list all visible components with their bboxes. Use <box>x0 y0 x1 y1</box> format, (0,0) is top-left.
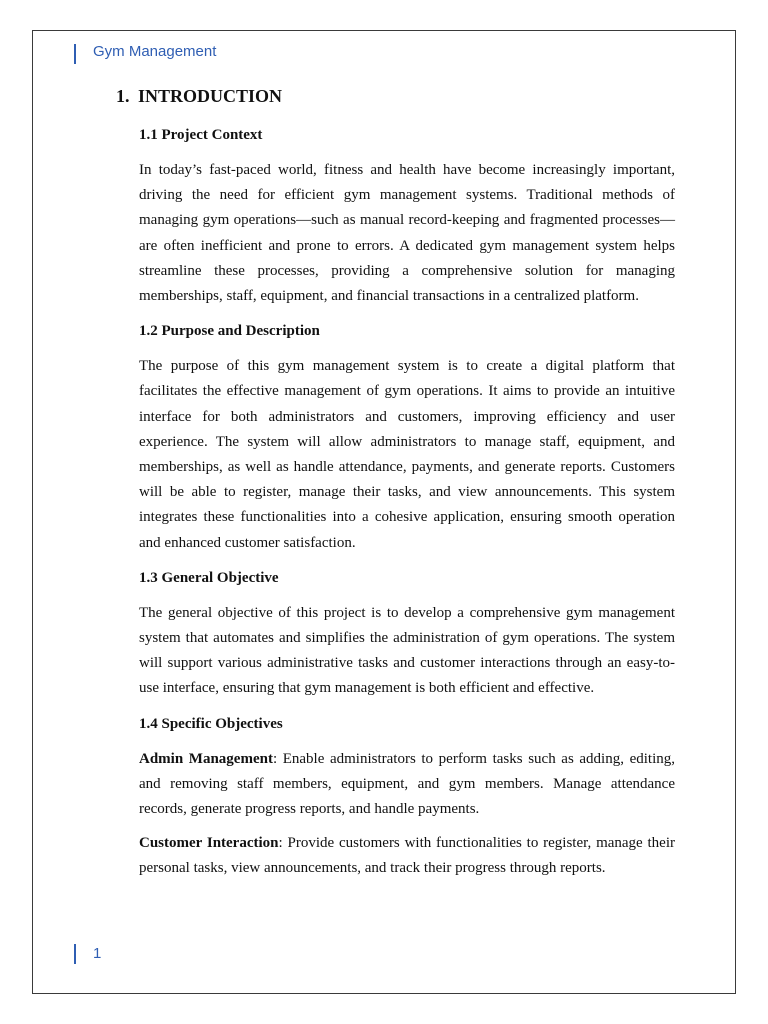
customer-interaction-label: Customer Interaction <box>139 835 279 852</box>
section-heading <box>116 86 282 107</box>
subsection-heading-general-objective: 1.3 General Objective <box>139 569 279 586</box>
admin-management-text: : Enable administrators to perform tasks such as adding, editing, and removing staff members, equipment, and gym members. Manage attendance records, generate progress reports, and handle payments. <box>139 750 675 818</box>
customer-interaction-text: : Provide customers with functionalities to register, manage their personal tasks, view announcements, and track their progress through reports. <box>139 835 675 877</box>
subsection-heading-project-context: 1.1 Project Context <box>139 127 263 143</box>
paragraph-project-context: In today’s fast-paced world, fitness and health have become increasingly important, driving the need for efficient gym management systems. Traditional methods of managing gym operations—such as manual record-keeping and fragmented processes—are often inefficient and prone to errors. A dedicated gym management system helps streamline these processes, providing a comprehensive solution for managing memberships, staff, equipment, and financial transactions in a centralized platform. <box>139 162 675 305</box>
footer-accent-bar <box>74 944 76 964</box>
paragraph-admin-management <box>139 747 675 823</box>
paragraph-purpose: The purpose of this gym management system is to create a digital platform that facilitates the effective management of gym operations. It aims to provide an intuitive interface for both administrators and customers, improving efficiency and user experience. The system will allow administrators to manage staff, equipment, and memberships, as well as handle attendance, payments, and generate reports. Customers will be able to register, manage their tasks, and view announcements. This system integrates these functionalities into a cohesive application, ensuring smooth operation and enhanced customer satisfaction. <box>139 358 675 551</box>
section-title: INTRODUCTION <box>138 86 283 106</box>
header-accent-bar <box>74 44 76 64</box>
section-number: 1. <box>116 86 130 106</box>
paragraph-general-objective: The general objective of this project is to develop a comprehensive gym management system that automates and simplifies the administration of gym operations. The system will support various administrative tasks and customer interactions through an easy-to-use interface, ensuring that gym management is both efficient and effective. <box>139 604 675 697</box>
page-number: 1 <box>93 945 102 962</box>
subsection-heading-purpose: 1.2 Purpose and Description <box>139 323 320 340</box>
paragraph-customer-interaction <box>139 831 675 881</box>
running-header: Gym Management <box>93 43 217 60</box>
admin-management-label: Admin Management <box>139 750 273 767</box>
document-body <box>139 124 675 882</box>
subsection-heading-specific-objectives: 1.4 Specific Objectives <box>139 715 283 732</box>
